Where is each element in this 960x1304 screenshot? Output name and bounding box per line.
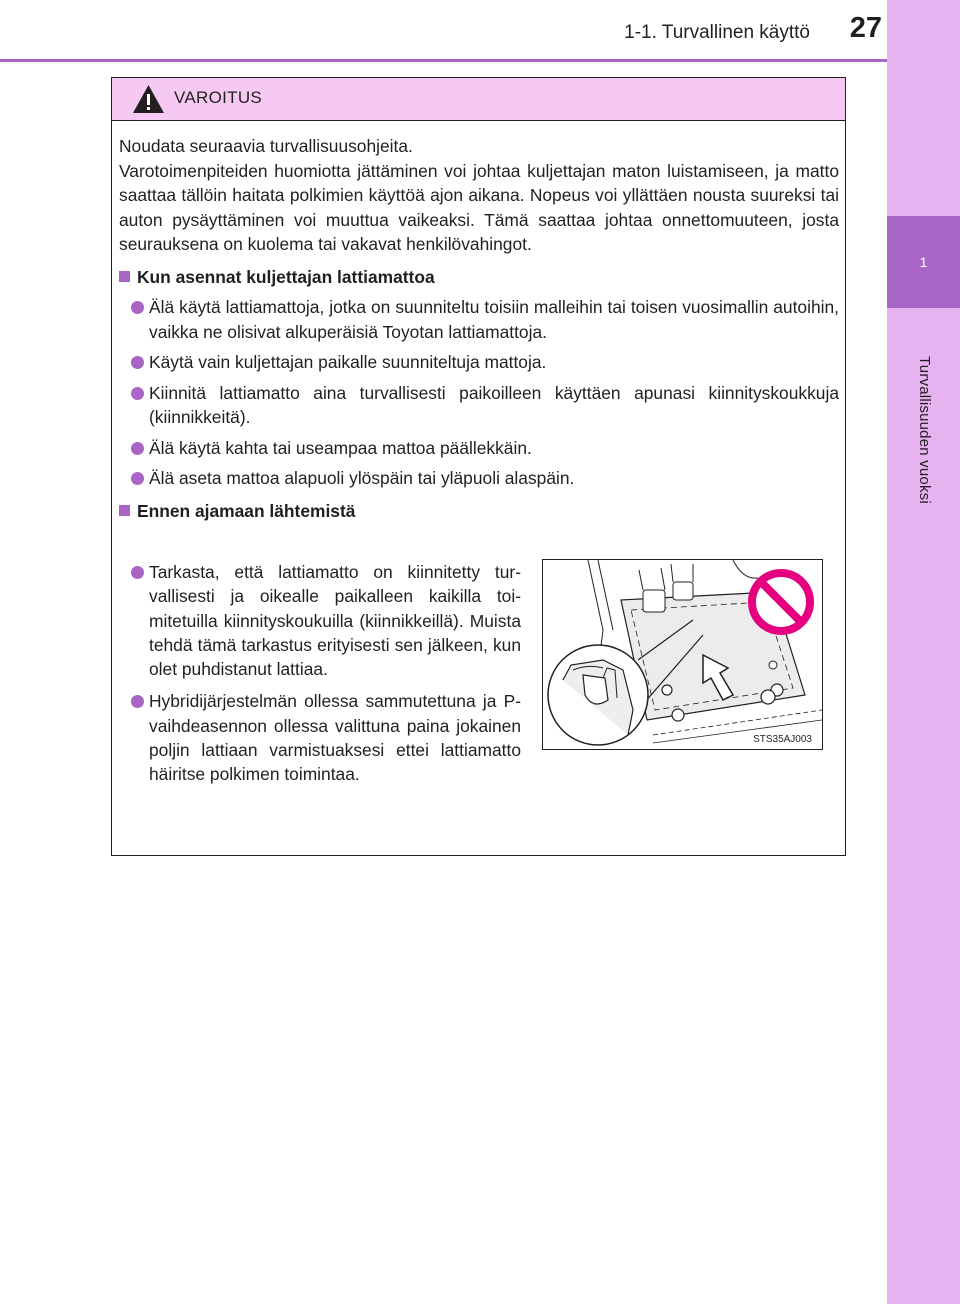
square-bullet-icon <box>119 505 130 516</box>
bullet-dot-icon <box>131 387 144 400</box>
list-item: Kiinnitä lattiamatto aina turvallisesti paikoilleen käyttäen apunasi kiinnityskoukkuja (kiinnikkeitä). <box>119 381 839 430</box>
warning-triangle-icon <box>132 84 165 114</box>
list-item: Hybridijärjestelmän ollessa sammutettuna ja P-vaihdeasennon ollessa valittuna paina jokainen poljin lattiaan varmistuaksesi ettei lattiamatto häiritse polkimen toimintaa. <box>131 689 521 786</box>
square-bullet-icon <box>119 271 130 282</box>
list-item: Älä käytä kahta tai useampaa mattoa päällekkäin. <box>119 436 839 461</box>
bullet-dot-icon <box>131 566 144 579</box>
list-item: Tarkasta, että lattiamatto on kiinnitetty turvallisesti ja oikealle paikalleen kaikilla toimitetuilla kiinnityskoukuilla (kiinnikkeillä). Muista tehdä tämä tarkastus erityisesti sen jälkeen, kun olet puhdistanut lattiaa. <box>131 560 521 681</box>
list-item: Älä aseta mattoa alapuoli ylöspäin tai yläpuoli alaspäin. <box>119 466 839 491</box>
warning-title: VAROITUS <box>174 88 263 107</box>
header-rule <box>0 59 887 62</box>
bullet-dot-icon <box>131 695 144 708</box>
list-item: Käytä vain kuljettajan paikalle suunniteltuja mattoja. <box>119 350 839 375</box>
side-tab-strip <box>887 0 960 1304</box>
warning-body <box>119 134 839 523</box>
floor-mat-illustration <box>542 559 823 750</box>
floor-mat-drawing <box>543 560 822 749</box>
bullet-dot-icon <box>131 472 144 485</box>
warning-paragraph: Varotoimenpiteiden huomiotta jättäminen voi johtaa kuljettajan maton luistamiseen, ja matto saattaa tällöin haitata polkimien käyttöä ajon aikana. Nopeus voi yllättäen nousta suureksi tai auton pysäyttäminen voi muuttua vaikeaksi. Tämä saattaa johtaa onnettomuuteen, josta seurauksena on kuolema tai vakavat henkilövahingot. <box>119 160 839 254</box>
warning-box <box>111 77 846 856</box>
section-heading-text: Kun asennat kuljettajan lattiamattoa <box>137 266 435 287</box>
bullet-dot-icon <box>131 442 144 455</box>
chapter-title-vertical: Turvallisuuden vuoksi <box>916 356 933 504</box>
bullet-dot-icon <box>131 301 144 314</box>
chapter-tab <box>887 216 960 308</box>
page-number: 27 <box>849 12 882 44</box>
warning-intro: Noudata seuraavia turvallisuusohjeita. <box>119 136 413 156</box>
before-driving-list <box>131 554 521 787</box>
figure-code: STS35AJ003 <box>753 734 812 745</box>
section-heading <box>119 499 839 524</box>
bullet-dot-icon <box>131 356 144 369</box>
warning-header <box>112 78 845 121</box>
list-item: Älä käytä lattiamattoja, jotka on suunniteltu toisiin malleihin tai toisen vuosimallin autoihin, vaikka ne olisivat alkuperäisiä Toyotan lattiamattoja. <box>119 295 839 344</box>
chapter-number: 1 <box>919 254 928 270</box>
section-heading <box>119 265 839 290</box>
section-title: 1-1. Turvallinen käyttö <box>624 22 810 43</box>
section-heading-text: Ennen ajamaan lähtemistä <box>137 500 356 521</box>
